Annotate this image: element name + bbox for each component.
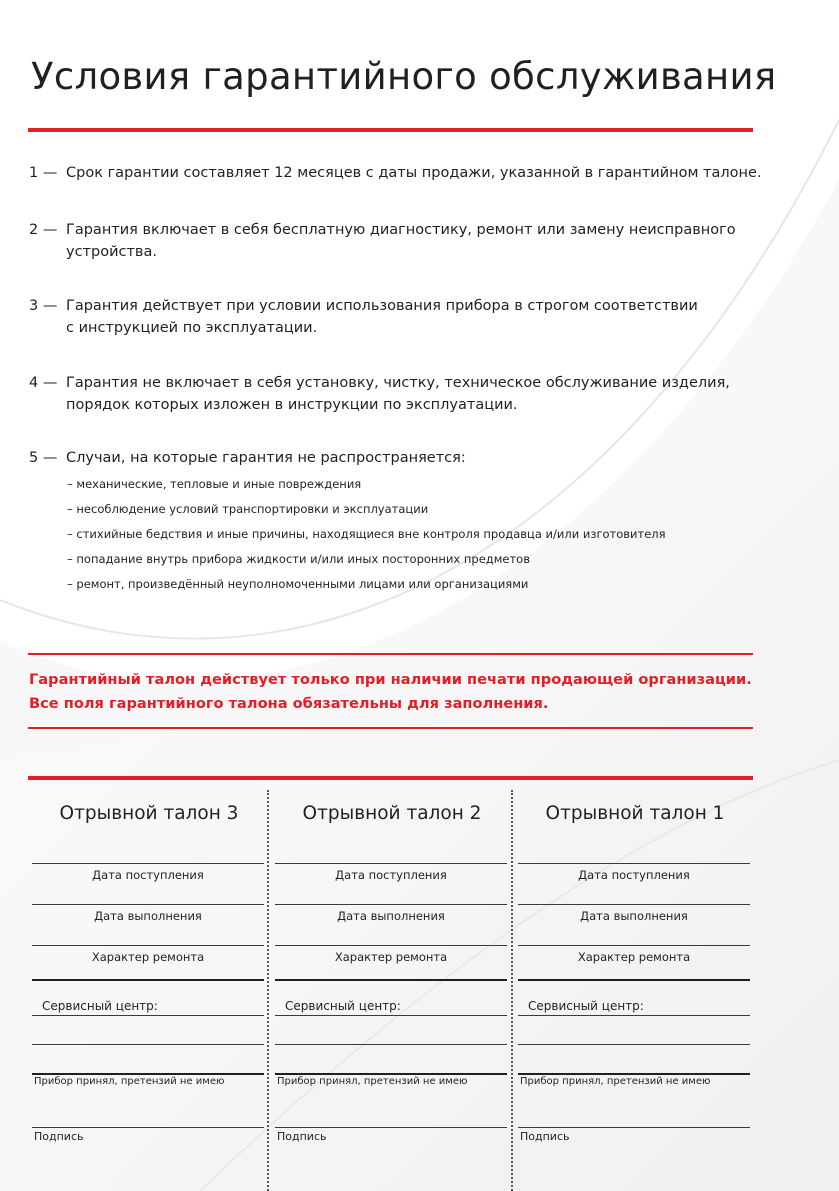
entry-line (518, 1127, 750, 1128)
service-center-label: Сервисный центр: (42, 999, 158, 1013)
tear-line (511, 790, 513, 1191)
term-item (29, 372, 730, 416)
coupon-title: Отрывной талон 1 (545, 803, 725, 824)
entry-line (518, 863, 750, 864)
term-item (29, 219, 736, 263)
term-item (29, 162, 762, 184)
accepted-label: Прибор принял, претензий не имею (277, 1076, 468, 1087)
entry-line (32, 904, 264, 905)
accepted-label: Прибор принял, претензий не имею (520, 1076, 711, 1087)
received-date-label: Дата поступления (335, 868, 447, 882)
entry-line (32, 1015, 264, 1016)
exclusions-list (67, 472, 666, 597)
exclusion-item: – ремонт, произведённый неуполномоченными лицами или организациями (67, 577, 529, 591)
service-center-label: Сервисный центр: (528, 999, 644, 1013)
term-text: Гарантия включает в себя бесплатную диагностику, ремонт или замену неисправного устройства. (66, 222, 736, 260)
signature-label: Подпись (34, 1130, 84, 1143)
accepted-label: Прибор принял, претензий не имею (34, 1076, 225, 1087)
notice-line: Все поля гарантийного талона обязательны для заполнения. (29, 695, 549, 712)
term-number: 1 — (29, 165, 58, 181)
exclusion-item: – стихийные бедствия и иные причины, находящиеся вне контроля продавца и/или изготовителя (67, 527, 666, 541)
tear-off-coupon-2 (275, 790, 509, 1190)
received-date-label: Дата поступления (578, 868, 690, 882)
term-number: 4 — (29, 375, 58, 391)
page-title: Условия гарантийного обслуживания (31, 55, 777, 98)
notice-text (29, 668, 752, 716)
term-number: 3 — (29, 298, 58, 314)
repair-type-label: Характер ремонта (334, 950, 448, 964)
entry-line (518, 1044, 750, 1045)
entry-line (275, 1127, 507, 1128)
term-number: 2 — (29, 222, 58, 238)
coupon-title: Отрывной талон 3 (59, 803, 239, 824)
entry-line (32, 1127, 264, 1128)
signature-label: Подпись (277, 1130, 327, 1143)
entry-line (275, 979, 507, 981)
repair-type-label: Характер ремонта (577, 950, 691, 964)
entry-line (32, 1044, 264, 1045)
notice-bottom-divider (28, 727, 753, 729)
exclusion-item: – механические, тепловые и иные повреждения (67, 477, 362, 491)
term-text: Гарантия действует при условии использования прибора в строгом соответствии с инструкцией по эксплуатации. (66, 298, 698, 336)
signature-label: Подпись (520, 1130, 570, 1143)
exclusion-item: – несоблюдение условий транспортировки и эксплуатации (67, 502, 429, 516)
completed-date-label: Дата выполнения (580, 909, 688, 923)
title-divider (28, 128, 753, 132)
entry-line (518, 1015, 750, 1016)
entry-line (518, 945, 750, 946)
completed-date-label: Дата выполнения (337, 909, 445, 923)
entry-line (518, 904, 750, 905)
term-item (29, 295, 698, 339)
entry-line (275, 863, 507, 864)
term-text: Срок гарантии составляет 12 месяцев с даты продажи, указанной в гарантийном талоне. (66, 165, 762, 181)
term-item (29, 447, 466, 469)
service-center-label: Сервисный центр: (285, 999, 401, 1013)
entry-line (32, 945, 264, 946)
term-number: 5 — (29, 450, 58, 466)
tear-line (267, 790, 269, 1191)
notice-line: Гарантийный талон действует только при наличии печати продающей организации. (29, 671, 752, 688)
term-text: Гарантия не включает в себя установку, чистку, техническое обслуживание изделия, порядок которых изложен в инструкции по эксплуатации. (66, 375, 730, 413)
term-text: Случаи, на которые гарантия не распространяется: (66, 450, 466, 466)
entry-line (32, 979, 264, 981)
tear-off-coupon-3 (32, 790, 266, 1190)
coupons-divider (28, 776, 753, 780)
exclusion-item: – попадание внутрь прибора жидкости и/или иных посторонних предметов (67, 552, 530, 566)
tear-off-coupon-1 (518, 790, 752, 1190)
coupon-title: Отрывной талон 2 (302, 803, 482, 824)
entry-line (518, 979, 750, 981)
received-date-label: Дата поступления (92, 868, 204, 882)
repair-type-label: Характер ремонта (91, 950, 205, 964)
entry-line (275, 904, 507, 905)
completed-date-label: Дата выполнения (94, 909, 202, 923)
entry-line (275, 1044, 507, 1045)
notice-top-divider (28, 653, 753, 655)
entry-line (275, 1015, 507, 1016)
entry-line (275, 945, 507, 946)
entry-line (32, 863, 264, 864)
